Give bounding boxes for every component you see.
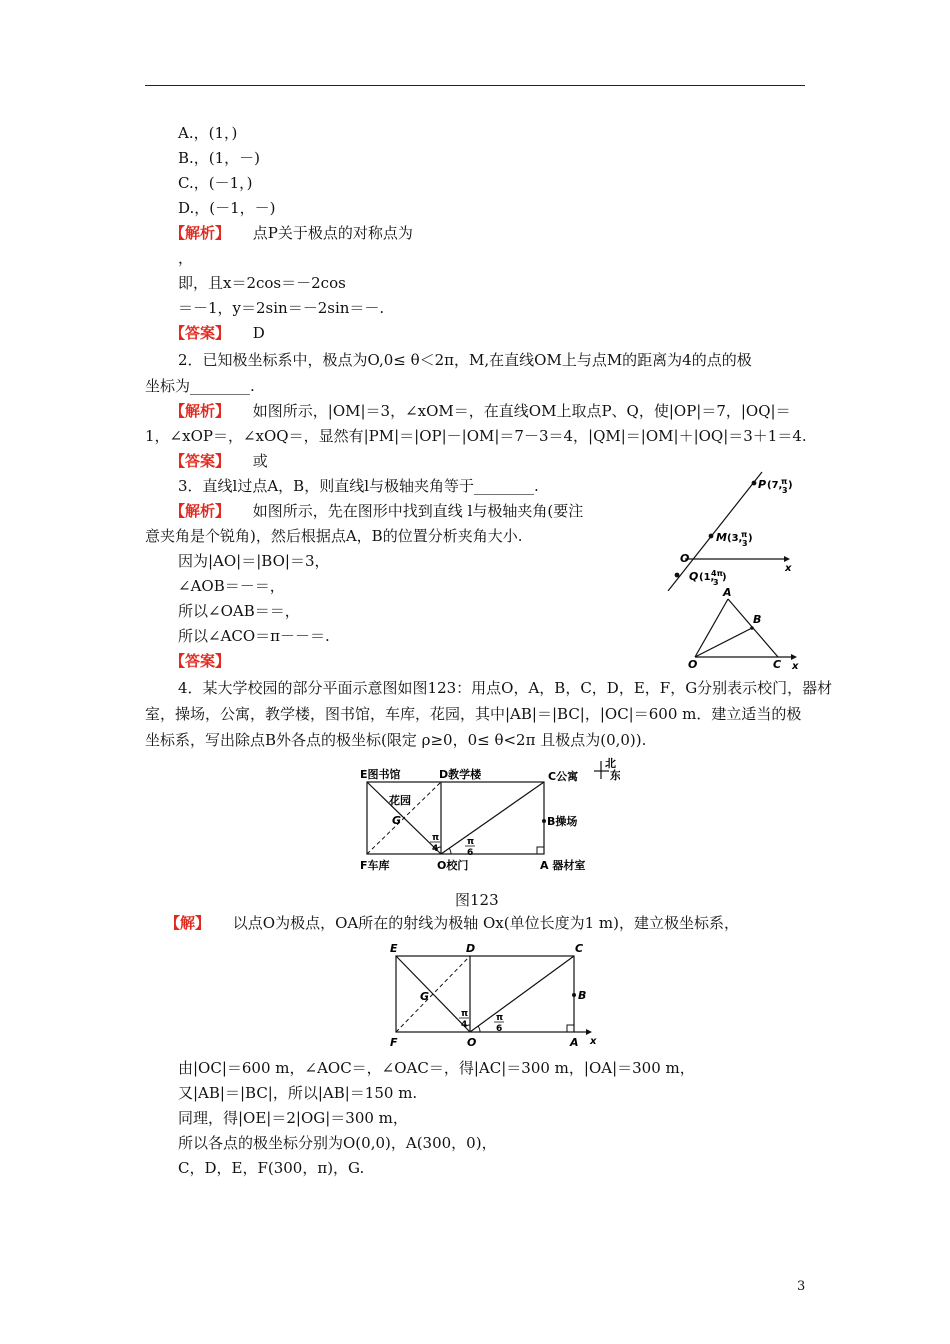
label-q: Q xyxy=(689,570,699,583)
q2-analysis-text: 如图所示，|OM|＝3，∠xOM＝，在直线OM上取点P、Q，使|OP|＝7，|OQ|＝ xyxy=(252,402,791,420)
q4-solution-line3: 同理，得|OE|＝2|OG|＝300 m， xyxy=(178,1109,408,1127)
q2-answer: 或 xyxy=(252,452,268,470)
label-e: E图书馆 xyxy=(360,768,401,781)
q4-stem-line2: 室，操场，公寓，教学楼，图书馆，车库，花园，其中|AB|＝|BC|，|OC|＝600 m．建立适当的极 xyxy=(145,705,802,723)
label-c: C xyxy=(575,942,584,955)
label-p-angle: π xyxy=(781,477,788,486)
q3-step-4: 所以∠ACO＝π－－＝. xyxy=(178,627,330,645)
compass-north: 北 xyxy=(605,757,616,770)
label-q-angle: 4π xyxy=(711,569,723,578)
angle2-num: π xyxy=(467,837,475,847)
label-g: G xyxy=(392,814,402,827)
q4-solution-line5: C，D，E，F(300，π)，G. xyxy=(178,1159,365,1177)
q3-analysis-row xyxy=(170,501,583,521)
label-a: A xyxy=(723,586,732,599)
label-o: O xyxy=(688,658,698,671)
angle1-num: π xyxy=(432,833,440,843)
angle2-den: 6 xyxy=(496,1024,503,1034)
q3-step-3: 所以∠OAB＝＝， xyxy=(178,602,300,620)
point-b xyxy=(572,993,576,997)
q3-answer-tag: 【答案】 xyxy=(170,652,231,670)
angle2-num: π xyxy=(496,1013,504,1023)
line-oc xyxy=(441,782,544,854)
q3-step-1: 因为|AO|＝|BO|＝3， xyxy=(178,552,330,570)
axis-arrow-icon xyxy=(791,654,797,660)
label-m: M xyxy=(716,531,727,544)
label-b: B xyxy=(753,613,762,626)
point-b xyxy=(542,819,546,823)
angle1-den: 4 xyxy=(461,1020,468,1030)
label-a: A xyxy=(570,1036,579,1049)
label-d: D xyxy=(466,942,476,955)
label-d: D教学楼 xyxy=(439,768,482,781)
compass-east: 东 xyxy=(610,769,620,782)
point-p xyxy=(752,481,757,486)
q1-option-d: D.，(－1，－) xyxy=(178,199,276,217)
q4-solution-line1: 由|OC|＝600 m，∠AOC＝，∠OAC＝，得|AC|＝300 m，|OA|＝300 m， xyxy=(178,1059,695,1077)
figure-polar-line xyxy=(660,466,810,595)
figure-triangle xyxy=(680,586,810,675)
label-f: F车库 xyxy=(360,859,390,872)
label-e: E xyxy=(390,942,398,955)
q1-answer-row xyxy=(170,323,265,343)
label-q-den: 3 xyxy=(713,578,719,587)
q1-analysis-text: 点P关于极点的对称点为 xyxy=(252,224,413,242)
q1-option-b: B.，(1，－) xyxy=(178,149,261,167)
label-c: C xyxy=(773,658,782,671)
figure-solution-coords xyxy=(380,940,605,1056)
label-f: F xyxy=(390,1036,398,1049)
q2-answer-tag: 【答案】 xyxy=(170,452,231,470)
label-x: x xyxy=(792,661,799,671)
label-o: O xyxy=(467,1036,477,1049)
label-o: O xyxy=(680,552,690,565)
label-g: G xyxy=(420,990,430,1003)
axis-arrow-icon xyxy=(586,1029,592,1035)
label-q-coord: (1, xyxy=(699,572,715,583)
header-rule xyxy=(145,85,805,86)
page-number: 3 xyxy=(797,1279,806,1294)
label-p-den: 3 xyxy=(782,486,788,495)
label-b: B操场 xyxy=(547,815,578,828)
q1-analysis-row xyxy=(170,223,413,243)
label-x: x xyxy=(785,563,792,574)
label-m-coord: (3, xyxy=(727,533,743,544)
label-a: A 器材室 xyxy=(540,859,586,872)
q4-solution-tag: 【解】 xyxy=(165,914,211,932)
q3-stem: 3．直线l过点A，B，则直线l与极轴夹角等于________. xyxy=(178,477,539,495)
angle-arc-2 xyxy=(478,1026,480,1032)
q2-analysis-tag: 【解析】 xyxy=(170,402,231,420)
label-p-close: ) xyxy=(788,480,793,491)
axis-arrow-icon xyxy=(784,556,790,562)
q2-stem-line1: 2．已知极坐标系中，极点为O,0≤ θ＜2π，M,在直线OM上与点M的距离为4的点的极 xyxy=(178,351,752,369)
label-garden: 花园 xyxy=(389,794,411,807)
angle1-num: π xyxy=(461,1009,469,1019)
q2-stem-line2: 坐标为________. xyxy=(145,377,255,395)
label-x: x xyxy=(590,1036,597,1047)
label-c: C公寓 xyxy=(548,770,579,783)
q4-solution-first: 以点O为极点，OA所在的射线为极轴 Ox(单位长度为1 m)，建立极坐标系， xyxy=(232,914,739,932)
point-m xyxy=(709,534,714,539)
q3-answer-row xyxy=(170,651,230,671)
q4-stem-line3: 坐标系，写出除点B外各点的极坐标(限定 ρ≥0，0≤ θ<2π 且极点为(0,0)). xyxy=(145,731,647,749)
q1-option-a: A.，(1，) xyxy=(178,124,238,142)
q1-answer: D xyxy=(252,324,265,342)
q4-stem-line1: 4．某大学校园的部分平面示意图如图123：用点O，A，B，C，D，E，F，G分别表示校门，器材 xyxy=(178,679,833,697)
q4-solution-line4: 所以各点的极坐标分别为O(0,0)，A(300，0)， xyxy=(178,1134,497,1152)
label-m-angle: π xyxy=(741,530,748,539)
q3-analysis-tag: 【解析】 xyxy=(170,502,231,520)
label-q-close: ) xyxy=(722,572,727,583)
figure-caption: 图123 xyxy=(455,891,499,909)
q3-analysis-line2: 意夹角是个锐角)，然后根据点A，B的位置分析夹角大小. xyxy=(145,527,523,545)
q2-answer-row xyxy=(170,451,268,471)
q1-answer-tag: 【答案】 xyxy=(170,324,231,342)
q4-solution-row xyxy=(165,913,739,933)
label-p-coord: (7, xyxy=(767,480,783,491)
label-m-close: ) xyxy=(748,533,753,544)
angle1-den: 4 xyxy=(432,844,439,854)
angle2-den: 6 xyxy=(467,848,474,858)
q4-solution-line2: 又|AB|＝|BC|，所以|AB|＝150 m. xyxy=(178,1084,418,1102)
q2-analysis-row xyxy=(170,401,791,421)
q2-analysis-line2: 1，∠xOP＝，∠xOQ＝，显然有|PM|＝|OP|－|OM|＝7－3＝4，|QM|＝|OM|＋|OQ|＝3＋1＝4. xyxy=(145,427,807,445)
label-b: B xyxy=(578,989,587,1002)
label-p: P xyxy=(758,478,767,491)
right-angle-mark xyxy=(567,1025,574,1032)
q1-option-c: C.，(－1，) xyxy=(178,174,253,192)
q1-analysis-line4: ＝－1，y＝2sin＝－2sin＝－. xyxy=(178,299,385,317)
q3-analysis-text: 如图所示，先在图形中找到直线 l与极轴夹角(要注 xyxy=(252,502,584,520)
q1-analysis-line2: ， xyxy=(178,249,194,267)
point-q xyxy=(675,573,680,578)
q1-analysis-line3: 即，且x＝2cos＝－2cos xyxy=(178,274,346,292)
right-angle-mark xyxy=(537,847,544,854)
figure-campus-map xyxy=(355,757,620,886)
q3-step-2: ∠AOB＝－＝， xyxy=(178,577,285,595)
label-o: O校门 xyxy=(437,859,469,872)
angle-arc-2 xyxy=(449,848,451,854)
point-b xyxy=(750,626,754,630)
q1-analysis-tag: 【解析】 xyxy=(170,224,231,242)
label-m-den: 3 xyxy=(742,539,748,548)
line-oc xyxy=(470,956,574,1032)
